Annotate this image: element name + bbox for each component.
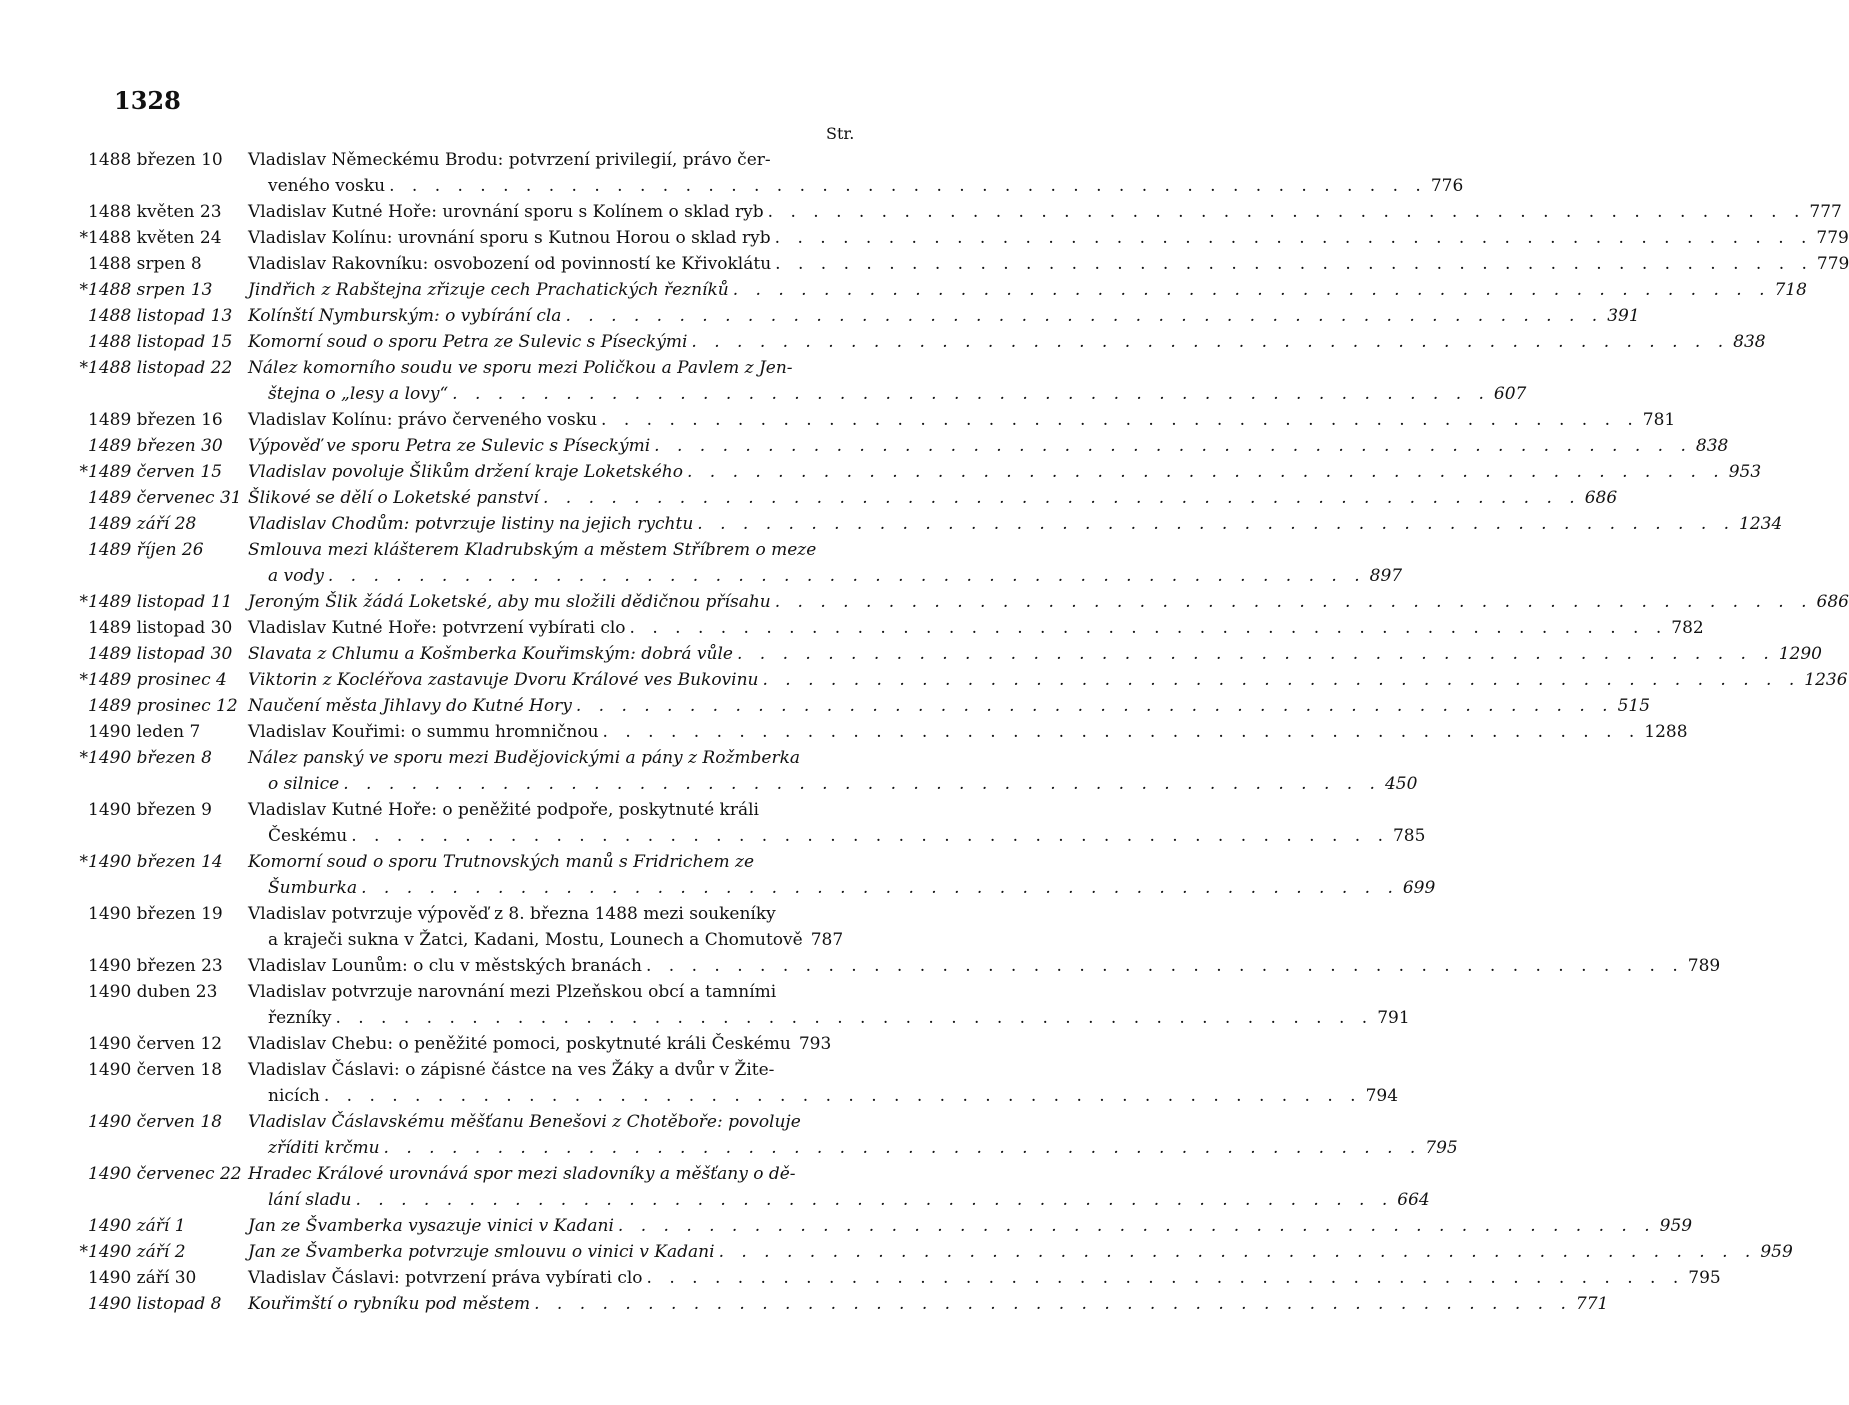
dot-leader: . . . . . . . . . . . . . . . . . . . . . . . . . . . . . . . . . . . . . . . . . . . . . . (534, 1294, 1572, 1314)
entry-page-number: 795 (1425, 1138, 1458, 1158)
dot-leader: . . . . . . . . . . . . . . . . . . . . . . . . . . . . . . . . . . . . . . . . . . . . . . (383, 1138, 1422, 1158)
entry-text-line: Vladislav Chebu: o peněžité pomoci, poskytnuté králi Českému (248, 1034, 791, 1054)
entry-description (248, 199, 1842, 225)
entry-text-line: Vladislav Kouřimi: o summu hromničnou (248, 722, 599, 742)
entry-text-line: Kolínští Nymburským: o vybírání cla (248, 306, 562, 326)
entry-description (248, 667, 1848, 693)
entry-description (248, 511, 1783, 537)
entry-text-line: Vladislav Kutné Hoře: potvrzení vybírati clo (248, 618, 626, 638)
index-entry (0, 277, 1807, 303)
dot-leader: . . . . . . . . . . . . . . . . . . . . . . . . . . . . . . . . . . . . . . . . . . . . . . (355, 1190, 1394, 1210)
index-entry (0, 1031, 960, 1057)
index-entry (0, 303, 1640, 329)
entry-page-number: 1234 (1739, 514, 1783, 534)
entry-page-number: 791 (1377, 1008, 1410, 1028)
entry-page-number: 782 (1671, 618, 1704, 638)
dot-leader: . . . . . . . . . . . . . . . . . . . . . . . . . . . . . . . . . . . . . . . . . . . . . . (691, 332, 1730, 352)
entry-page-number: 789 (1687, 956, 1721, 976)
dot-leader: . . . . . . . . . . . . . . . . . . . . . . . . . . . . . . . . . . . . . . . . . . . . . . (646, 956, 1684, 976)
entry-text-line: Vladislav Čáslavi: o zápisné částce na ves Žáky a dvůr v Žite- (248, 1060, 775, 1080)
dot-leader: . . . . . . . . . . . . . . . . . . . . . . . . . . . . . . . . . . . . . . . . . . . . . . (697, 514, 1736, 534)
dot-leader: . . . . . . . . . . . . . . . . . . . . . . . . . . . . . . . . . . . . . . . . . . . . . . (762, 670, 1801, 690)
entry-text-line: veného vosku (268, 176, 386, 196)
index-entry (0, 1213, 1693, 1239)
entry-date: 1490 leden 7 (88, 722, 201, 742)
entry-date: 1490 březen 8 (88, 748, 212, 768)
entry-date: 1489 listopad 30 (88, 644, 233, 664)
entry-text-line: Viktorin z Kocléřova zastavuje Dvoru Králové ves Bukovinu (248, 670, 759, 690)
entry-description (248, 589, 1849, 615)
entry-text-line: Vladislav Kolínu: právo červeného vosku (248, 410, 598, 430)
entry-page-number: 838 (1733, 332, 1766, 352)
index-entry (0, 433, 1729, 459)
dot-leader: . . . . . . . . . . . . . . . . . . . . . . . . . . . . . . . . . . . . . . . . . . . . . . (646, 1268, 1685, 1288)
entry-date: 1490 červenec 22 (88, 1164, 242, 1184)
index-entry (0, 329, 1766, 355)
entry-text-line: Jan ze Švamberka potvrzuje smlouvu o vinici v Kadani (248, 1242, 715, 1262)
entry-description (248, 1265, 1721, 1291)
page-column-label: Str. (826, 124, 855, 143)
entry-page-number: 718 (1774, 280, 1807, 300)
entry-text-line: řezníky (268, 1008, 332, 1028)
entry-date: 1488 listopad 15 (88, 332, 233, 352)
index-entry (0, 849, 1436, 901)
entry-text-line: Vladislav Čáslavi: potvrzení práva vybírati clo (248, 1268, 643, 1288)
entry-text-line: Šumburka (268, 878, 358, 898)
entry-description (248, 953, 1721, 979)
entry-text-line: Vladislav Německému Brodu: potvrzení privilegií, právo čer- (248, 150, 771, 170)
entry-description (248, 1057, 1399, 1109)
entry-text-line: Vladislav povoluje Šlikům držení kraje Loketského (248, 462, 683, 482)
entry-text-line: Vladislav potvrzuje výpověď z 8. března 1488 mezi soukeníky (248, 904, 776, 924)
entry-page-number: 771 (1575, 1294, 1609, 1314)
entry-text-line: Vladislav Lounům: o clu v městských branách (248, 956, 642, 976)
entry-date: 1489 říjen 26 (88, 540, 204, 560)
entry-text-line: Českému (268, 826, 348, 846)
dot-leader: . . . . . . . . . . . . . . . . . . . . . . . . . . . . . . . . . . . . . . . . . . . . . . (351, 826, 1389, 846)
entry-page-number: 838 (1695, 436, 1729, 456)
entry-description (248, 719, 1688, 745)
index-entry (0, 1161, 1430, 1213)
entry-description (248, 251, 1849, 277)
entry-text-line: Slavata z Chlumu a Košmberka Kouřimským: dobrá vůle (248, 644, 733, 664)
entry-date: 1490 březen 19 (88, 904, 223, 924)
dot-leader: . . . . . . . . . . . . . . . . . . . . . . . . . . . . . . . . . . . . . . . . . . . . . . (601, 410, 1639, 430)
index-entry (0, 485, 1618, 511)
dot-leader: . . . . . . . . . . . . . . . . . . . . . . . . . . . . . . . . . . . . . . . . . . . . . . (542, 488, 1581, 508)
entry-marker: * (79, 670, 88, 690)
entry-text-line: o silnice (268, 774, 340, 794)
index-entry (0, 1291, 1609, 1317)
entry-date: 1488 srpen 8 (88, 254, 202, 274)
entry-marker: * (79, 228, 88, 248)
entry-date: 1490 červen 18 (88, 1112, 223, 1132)
dot-leader: . . . . . . . . . . . . . . . . . . . . . . . . . . . . . . . . . . . . . . . . . . . . . . (775, 254, 1813, 274)
entry-description (248, 225, 1849, 251)
index-entry (0, 407, 1676, 433)
dot-leader: . . . . . . . . . . . . . . . . . . . . . . . . . . . . . . . . . . . . . . . . . . . . . . (323, 1086, 1362, 1106)
entry-date: 1490 září 30 (88, 1268, 197, 1288)
index-entry (0, 797, 1426, 849)
entry-marker: * (79, 280, 88, 300)
entry-page-number: 391 (1607, 306, 1640, 326)
entry-text-line: štejna o „lesy a lovy“ (268, 384, 449, 404)
dot-leader: . . . . . . . . . . . . . . . . . . . . . . . . . . . . . . . . . . . . . . . . . . . . . . (732, 280, 1771, 300)
entry-date: 1488 březen 10 (88, 150, 223, 170)
entry-text-line: Výpověď ve sporu Petra ze Sulevic s Píseckými (248, 436, 651, 456)
entry-page-number: 779 (1816, 254, 1849, 274)
index-entry (0, 511, 1783, 537)
entry-description (248, 693, 1651, 719)
entry-date: 1490 červen 18 (88, 1060, 223, 1080)
index-entry (0, 693, 1651, 719)
index-entry (0, 1239, 1793, 1265)
entry-text-line: Jeroným Šlik žádá Loketské, aby mu složili dědičnou přísahu (248, 592, 771, 612)
entry-date: 1490 březen 14 (88, 852, 223, 872)
entry-description (248, 615, 1704, 641)
dot-leader: . . . . . . . . . . . . . . . . . . . . . . . . . . . . . . . . . . . . . . . . . . . . . . (686, 462, 1725, 482)
entry-description (248, 433, 1729, 459)
entry-date: 1488 srpen 13 (88, 280, 213, 300)
entry-page-number: 793 (798, 1034, 832, 1054)
entry-page-number: 1290 (1778, 644, 1822, 664)
entry-text-line: Vladislav Kutné Hoře: o peněžité podpoře, poskytnuté králi (248, 800, 759, 820)
index-entry (0, 199, 1842, 225)
entry-text-line: Komorní soud o sporu Petra ze Sulevic s Píseckými (248, 332, 688, 352)
index-entry (0, 615, 1704, 641)
entry-page-number: 959 (1659, 1216, 1693, 1236)
entry-page-number: 897 (1369, 566, 1403, 586)
entry-page-number: 686 (1816, 592, 1849, 612)
entry-text-line: Nález komorního soudu ve sporu mezi Poličkou a Pavlem z Jen- (248, 358, 793, 378)
entry-page-number: 776 (1430, 176, 1464, 196)
entry-date: 1490 březen 9 (88, 800, 212, 820)
entry-date: 1490 duben 23 (88, 982, 218, 1002)
dot-leader: . . . . . . . . . . . . . . . . . . . . . . . . . . . . . . . . . . . . . . . . . . . . . . (774, 228, 1813, 248)
dot-leader: . . . . . . . . . . . . . . . . . . . . . . . . . . . . . . . . . . . . . . . . . . . . . . (629, 618, 1668, 638)
entry-description (248, 303, 1640, 329)
entry-page-number: 1236 (1804, 670, 1848, 690)
entry-text-line: Vladislav Čáslavskému měšťanu Benešovi z Chotěboře: povoluje (248, 1112, 801, 1132)
entry-text-line: Šlikové se dělí o Loketské panství (248, 488, 539, 508)
index-list (0, 147, 1849, 1317)
entry-marker: * (79, 358, 88, 378)
dot-leader: . . . . . . . . . . . . . . . . . . . . . . . . . . . . . . . . . . . . . . . . . . . . . . (565, 306, 1604, 326)
entry-page-number: 959 (1760, 1242, 1793, 1262)
entry-description (248, 537, 1403, 589)
dot-leader: . . . . . . . . . . . . . . . . . . . . . . . . . . . . . . . . . . . . . . . . . . . . . . (335, 1008, 1374, 1028)
dot-leader: . . . . . . . . . . . . . . . . . . . . . . . . . . . . . . . . . . . . . . . . . . . . . . (736, 644, 1775, 664)
entry-marker: * (79, 852, 88, 872)
entry-description (248, 1239, 1793, 1265)
entry-text-line: a kraječi sukna v Žatci, Kadani, Mostu, Lounech a Chomutově (268, 930, 803, 950)
entry-text-line: Komorní soud o sporu Trutnovských manů s Fridrichem ze (248, 852, 754, 872)
entry-description (248, 355, 1527, 407)
entry-page-number: 787 (810, 930, 844, 950)
entry-text-line: Jan ze Švamberka vysazuje vinici v Kadani (248, 1216, 614, 1236)
entry-page-number: 607 (1493, 384, 1527, 404)
index-entry (0, 459, 1762, 485)
entry-description (248, 1109, 1458, 1161)
entry-date: 1489 listopad 11 (88, 592, 233, 612)
index-entry (0, 979, 1410, 1031)
entry-description (248, 485, 1618, 511)
index-entry (0, 901, 960, 953)
index-entry (0, 537, 1403, 589)
entry-text-line: a vody (268, 566, 324, 586)
entry-page-number: 779 (1816, 228, 1849, 248)
index-entry (0, 667, 1848, 693)
dot-leader: . . . . . . . . . . . . . . . . . . . . . . . . . . . . . . . . . . . . . . . . . . . . . . (575, 696, 1614, 716)
entry-page-number: 515 (1617, 696, 1651, 716)
entry-description (248, 407, 1676, 433)
entry-date: 1490 září 2 (88, 1242, 186, 1262)
entry-page-number: 794 (1365, 1086, 1399, 1106)
index-entry (0, 719, 1688, 745)
entry-text-line: lání sladu (268, 1190, 352, 1210)
entry-text-line: Naučení města Jihlavy do Kutné Hory (248, 696, 572, 716)
entry-date: 1489 červenec 31 (88, 488, 242, 508)
entry-text-line: nicích (268, 1086, 320, 1106)
entry-description (248, 1213, 1693, 1239)
dot-leader: . . . . . . . . . . . . . . . . . . . . . . . . . . . . . . . . . . . . . . . . . . . . . . (327, 566, 1366, 586)
dot-leader: . . . . . . . . . . . . . . . . . . . . . . . . . . . . . . . . . . . . . . . . . . . . . . (654, 436, 1692, 456)
entry-date: 1489 září 28 (88, 514, 197, 534)
entry-date: 1489 prosinec 12 (88, 696, 238, 716)
index-entry (0, 641, 1822, 667)
entry-date: 1489 březen 16 (88, 410, 223, 430)
entry-marker: * (79, 592, 88, 612)
entry-text-line: zříditi krčmu (268, 1138, 380, 1158)
entry-description (248, 1161, 1430, 1213)
index-entry (0, 251, 1849, 277)
dot-leader: . . . . . . . . . . . . . . . . . . . . . . . . . . . . . . . . . . . . . . . . . . . . . . (602, 722, 1641, 742)
index-entry (0, 1109, 1458, 1161)
entry-page-number: 664 (1397, 1190, 1430, 1210)
page-number: 1328 (114, 86, 181, 115)
entry-page-number: 777 (1809, 202, 1842, 222)
entry-page-number: 785 (1392, 826, 1426, 846)
entry-description (248, 277, 1807, 303)
entry-description (248, 641, 1822, 667)
index-entry (0, 589, 1849, 615)
entry-text-line: Vladislav Chodům: potvrzuje listiny na jejich rychtu (248, 514, 694, 534)
dot-leader: . . . . . . . . . . . . . . . . . . . . . . . . . . . . . . . . . . . . . . . . . . . . . . (452, 384, 1490, 404)
entry-text-line: Vladislav Kolínu: urovnání sporu s Kutnou Horou o sklad ryb (248, 228, 771, 248)
entry-date: 1489 březen 30 (88, 436, 223, 456)
entry-text-line: Hradec Králové urovnává spor mezi sladovníky a měšťany o dě- (248, 1164, 796, 1184)
entry-page-number: 450 (1384, 774, 1418, 794)
entry-text-line: Vladislav Kutné Hoře: urovnání sporu s Kolínem o sklad ryb (248, 202, 764, 222)
dot-leader: . . . . . . . . . . . . . . . . . . . . . . . . . . . . . . . . . . . . . . . . . . . . . . (617, 1216, 1656, 1236)
index-entry (0, 1265, 1721, 1291)
index-entry (0, 225, 1849, 251)
entry-date: 1490 červen 12 (88, 1034, 223, 1054)
entry-text-line: Nález panský ve sporu mezi Budějovickými a pány z Rožmberka (248, 748, 801, 768)
entry-page-number: 686 (1584, 488, 1618, 508)
entry-marker: * (79, 1242, 88, 1262)
entry-text-line: Vladislav potvrzuje narovnání mezi Plzeňskou obcí a tamními (248, 982, 777, 1002)
entry-text-line: Vladislav Rakovníku: osvobození od povinností ke Křivoklátu (248, 254, 772, 274)
entry-text-line: Kouřimští o rybníku pod městem (248, 1294, 531, 1314)
entry-page-number: 781 (1642, 410, 1676, 430)
entry-date: 1488 květen 23 (88, 202, 222, 222)
entry-description (248, 745, 1418, 797)
dot-leader: . . . . . . . . . . . . . . . . . . . . . . . . . . . . . . . . . . . . . . . . . . . . . . (774, 592, 1813, 612)
entry-date: 1488 listopad 13 (88, 306, 233, 326)
index-entry (0, 953, 1721, 979)
entry-page-number: 1288 (1644, 722, 1688, 742)
entry-description (248, 1031, 832, 1057)
entry-date: 1489 listopad 30 (88, 618, 233, 638)
dot-leader: . . . . . . . . . . . . . . . . . . . . . . . . . . . . . . . . . . . . . . . . . . . . . . (767, 202, 1806, 222)
entry-date: 1490 březen 23 (88, 956, 223, 976)
entry-date: 1489 prosinec 4 (88, 670, 227, 690)
dot-leader: . . . . . . . . . . . . . . . . . . . . . . . . . . . . . . . . . . . . . . . . . . . . . . (361, 878, 1399, 898)
dot-leader: . . . . . . . . . . . . . . . . . . . . . . . . . . . . . . . . . . . . . . . . . . . . . . (718, 1242, 1757, 1262)
index-entry (0, 745, 1418, 797)
entry-description (248, 329, 1766, 355)
entry-marker: * (79, 462, 88, 482)
entry-marker: * (79, 748, 88, 768)
entry-date: 1490 září 1 (88, 1216, 186, 1236)
entry-description (248, 979, 1410, 1031)
entry-text-line: Smlouva mezi klášterem Kladrubským a městem Stříbrem o meze (248, 540, 817, 560)
dot-leader: . . . . . . . . . . . . . . . . . . . . . . . . . . . . . . . . . . . . . . . . . . . . . . (343, 774, 1381, 794)
entry-page-number: 699 (1402, 878, 1436, 898)
index-entry (0, 147, 1464, 199)
entry-page-number: 795 (1688, 1268, 1721, 1288)
dot-leader: . . . . . . . . . . . . . . . . . . . . . . . . . . . . . . . . . . . . . . . . . . . . . . (389, 176, 1427, 196)
entry-description (248, 1291, 1609, 1317)
entry-date: 1488 listopad 22 (88, 358, 233, 378)
entry-description (248, 849, 1436, 901)
entry-description (248, 147, 1464, 199)
entry-page-number: 953 (1728, 462, 1762, 482)
entry-description (248, 459, 1762, 485)
entry-date: 1488 květen 24 (88, 228, 222, 248)
entry-description (248, 901, 844, 953)
entry-date: 1489 červen 15 (88, 462, 223, 482)
index-entry (0, 355, 1527, 407)
entry-text-line: Jindřich z Rabštejna zřizuje cech Prachatických řezníků (248, 280, 729, 300)
entry-description (248, 797, 1426, 849)
entry-date: 1490 listopad 8 (88, 1294, 222, 1314)
index-entry (0, 1057, 1399, 1109)
